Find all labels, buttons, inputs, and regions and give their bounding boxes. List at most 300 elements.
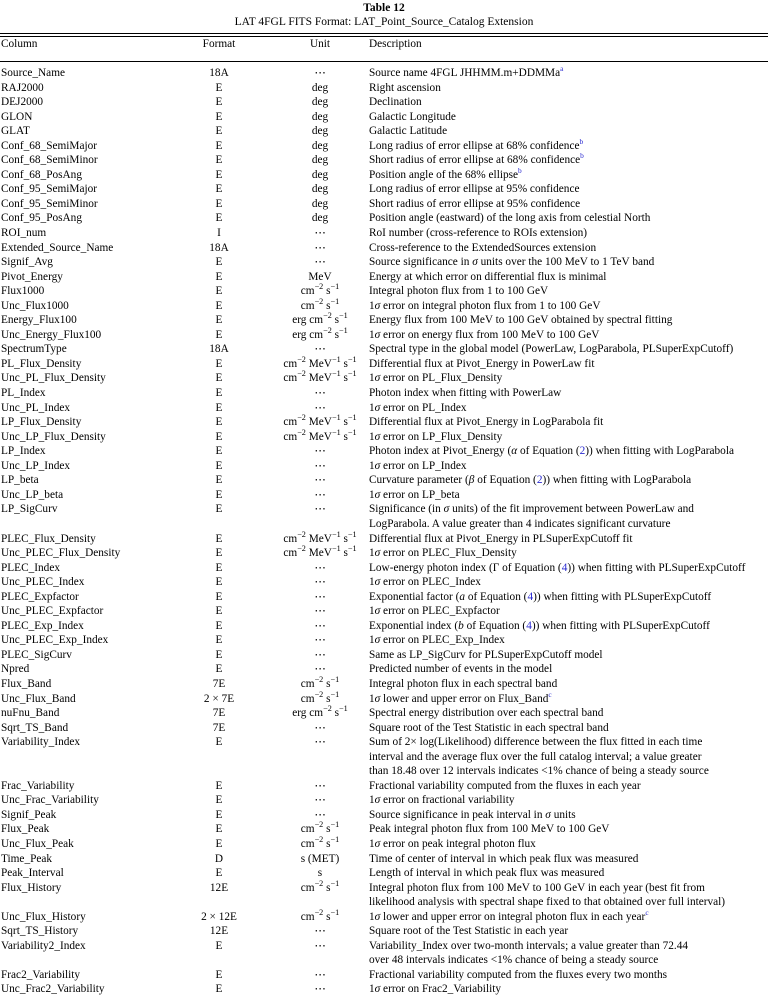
cell-format: E <box>215 430 223 443</box>
cell-column-name: PLEC_Index <box>1 561 60 574</box>
table-row <box>0 866 768 881</box>
cell-format: 2 × 12E <box>201 910 237 923</box>
cell-column-name: Variability2_Index <box>1 939 86 952</box>
cell-unit: ⋯ <box>314 794 326 807</box>
cell-description: Fractional variability computed from the fluxes every two months <box>369 968 668 981</box>
table-row <box>0 532 768 547</box>
cell-description: Peak integral photon flux from 100 MeV to 100 GeV <box>369 823 610 836</box>
cell-description: 1σ lower and upper error on Flux_Band$^c$ <box>369 689 552 705</box>
cell-column-name: Unc_Flux_History <box>1 910 86 923</box>
table-row <box>0 313 768 328</box>
cell-unit: deg <box>311 110 329 123</box>
cell-format: E <box>215 619 223 632</box>
cell-description: 1σ error on LP_Index <box>369 459 467 472</box>
cell-unit: $cm^{-2}$ MeV$^{-1}$ $s^{-1}$ <box>283 544 357 560</box>
cell-column-name: Unc_PLEC_Exp_Index <box>1 634 109 647</box>
cell-column-name: Unc_Flux1000 <box>1 299 69 312</box>
cell-description: Integral photon flux from 1 to 100 GeV <box>369 285 549 298</box>
cell-column-name: LP_beta <box>1 474 39 487</box>
cell-format: E <box>215 736 223 749</box>
cell-column-name: LP_SigCurv <box>1 503 58 516</box>
cell-column-name: Conf_95_SemiMajor <box>1 183 98 196</box>
cell-format: E <box>215 299 223 312</box>
table-row <box>0 139 768 154</box>
cell-column-name: Unc_Frac2_Variability <box>1 983 105 996</box>
cell-unit: deg <box>311 197 329 210</box>
cell-description: Photon index at Pivot_Energy (α of Equation (2)) when fitting with LogParabola <box>369 445 734 458</box>
cell-format: E <box>215 561 223 574</box>
cell-unit: erg $cm^{-2}$ $s^{-1}$ <box>292 704 348 720</box>
cell-description: Length of interval in which peak flux was measured <box>369 867 605 880</box>
cell-format: 18A <box>209 67 229 79</box>
cell-description: Cross-reference to the ExtendedSources extension <box>369 241 597 254</box>
cell-description: Predicted number of events in the model <box>369 663 553 676</box>
cell-unit: ⋯ <box>314 619 326 632</box>
cell-column-name: Conf_68_SemiMinor <box>1 154 98 167</box>
cell-description: Declination <box>369 96 422 109</box>
cell-description: Short radius of error ellipse at 95% confidence <box>369 197 581 210</box>
table-row <box>0 590 768 605</box>
cell-unit: ⋯ <box>314 983 326 996</box>
table-row <box>0 62 768 81</box>
cell-column-name: Source_Name <box>1 67 65 79</box>
cell-unit: $cm^{-2}$ MeV$^{-1}$ $s^{-1}$ <box>283 413 357 429</box>
cell-unit: s <box>317 867 323 880</box>
cell-unit: ⋯ <box>314 67 326 79</box>
cell-unit: deg <box>311 183 329 196</box>
cell-unit: deg <box>311 212 329 225</box>
cell-unit: $cm^{-2}$ $s^{-1}$ <box>300 675 340 690</box>
table-row <box>0 561 768 576</box>
table-row <box>0 473 768 488</box>
header-column: Column <box>1 38 38 50</box>
table-row <box>0 444 768 459</box>
cell-description: Low-energy photon index (Γ of Equation (4)) when fitting with PLSuperExpCutoff <box>369 561 746 574</box>
table-body <box>0 62 768 997</box>
table-row <box>0 110 768 125</box>
cell-description: Photon index when fitting with PowerLaw <box>369 387 562 400</box>
cell-format: E <box>215 823 223 836</box>
cell-unit: deg <box>311 168 329 181</box>
cell-format: E <box>215 867 223 880</box>
cell-column-name: DEJ2000 <box>1 96 44 109</box>
cell-unit: ⋯ <box>314 241 326 254</box>
cell-format: E <box>215 357 223 370</box>
cell-unit: ⋯ <box>314 634 326 647</box>
cell-unit: $cm^{-2}$ $s^{-1}$ <box>300 689 340 705</box>
cell-description: Right ascension <box>369 81 441 94</box>
cell-unit: ⋯ <box>314 590 326 603</box>
cell-column-name: LP_Flux_Density <box>1 416 82 429</box>
table-row <box>0 255 768 270</box>
cell-unit: ⋯ <box>314 503 326 516</box>
cell-unit: MeV <box>308 270 332 283</box>
table-row <box>0 342 768 357</box>
table-row <box>0 837 768 852</box>
table-row <box>0 822 768 837</box>
cell-description: Variability_Index over two-month intervals; a value greater than 72.44 over 48 intervals indicates <1% chance of being a steady source <box>369 939 689 967</box>
cell-unit: $cm^{-2}$ $s^{-1}$ <box>300 820 340 836</box>
cell-format: 18A <box>209 343 229 356</box>
cell-description: Source name 4FGL JHHMM.m+DDMMa$^a$ <box>369 64 564 79</box>
cell-column-name: Unc_PLEC_Flux_Density <box>1 547 121 560</box>
cell-unit: ⋯ <box>314 721 326 734</box>
cell-description: RoI number (cross-reference to ROIs extension) <box>369 227 588 240</box>
table-row <box>0 982 768 997</box>
cell-unit: $cm^{-2}$ MeV$^{-1}$ $s^{-1}$ <box>283 369 357 385</box>
cell-description: Square root of the Test Statistic in each year <box>369 925 569 938</box>
cell-description: Sum of 2× log(Likelihood) difference between the flux fitted in each time interval and the average flux over the full catalog interval; a value greater than 18.48 over 12 intervals indicates <1% chance of being a steady source <box>369 736 709 778</box>
cell-column-name: Flux_Band <box>1 677 52 690</box>
cell-format: E <box>215 576 223 589</box>
cell-description: 1σ error on Frac2_Variability <box>369 983 502 996</box>
cell-column-name: Sqrt_TS_History <box>1 925 79 938</box>
cell-description: Integral photon flux from 100 MeV to 100 GeV in each year (best fit from likelihood analysis with spectral shape fixed to that obtained over full interval) <box>369 881 726 909</box>
cell-column-name: Extended_Source_Name <box>1 241 114 254</box>
table-row <box>0 182 768 197</box>
cell-column-name: Unc_PLEC_Index <box>1 576 85 589</box>
table-row <box>0 488 768 503</box>
cell-unit: $cm^{-2}$ $s^{-1}$ <box>300 878 340 894</box>
cell-column-name: Conf_95_SemiMinor <box>1 197 98 210</box>
cell-column-name: Conf_68_PosAng <box>1 168 82 181</box>
cell-unit: erg $cm^{-2}$ $s^{-1}$ <box>292 326 348 341</box>
cell-format: E <box>215 256 223 269</box>
header-format: Format <box>202 38 236 50</box>
cell-unit: $cm^{-2}$ $s^{-1}$ <box>300 282 340 298</box>
cell-column-name: Energy_Flux100 <box>1 314 77 327</box>
cell-format: 7E <box>212 707 226 720</box>
cell-description: 1σ error on energy flux from 100 MeV to 100 GeV <box>369 328 600 341</box>
cell-format: E <box>215 474 223 487</box>
cell-description: Energy flux from 100 MeV to 100 GeV obtained by spectral fitting <box>369 314 673 327</box>
cell-description: 1σ error on LP_Flux_Density <box>369 430 503 443</box>
table-row <box>0 604 768 619</box>
cell-unit: $cm^{-2}$ $s^{-1}$ <box>300 835 340 850</box>
cell-column-name: Unc_Frac_Variability <box>1 794 99 807</box>
table-row <box>0 706 768 721</box>
table-page <box>0 1 768 997</box>
catalog-format-table <box>0 37 768 61</box>
cell-format: E <box>215 197 223 210</box>
cell-column-name: ROI_num <box>1 227 47 240</box>
table-row <box>0 197 768 212</box>
cell-unit: deg <box>311 125 329 138</box>
cell-unit: deg <box>311 96 329 109</box>
cell-format: E <box>215 110 223 123</box>
cell-description: Significance (in σ units) of the fit improvement between PowerLaw and LogParabola. A value greater than 4 indicates significant curvature <box>369 503 694 530</box>
table-row <box>0 735 768 779</box>
cell-format: E <box>215 590 223 603</box>
table-row <box>0 241 768 256</box>
cell-format: E <box>215 532 223 545</box>
cell-unit: ⋯ <box>314 227 326 240</box>
catalog-format-table-body <box>0 62 768 997</box>
table-row <box>0 357 768 372</box>
cell-format: E <box>215 270 223 283</box>
cell-format: E <box>215 445 223 458</box>
cell-format: E <box>215 328 223 341</box>
cell-description: Source significance in peak interval in σ units <box>369 808 576 821</box>
cell-column-name: PL_Index <box>1 387 46 400</box>
table-row <box>0 226 768 241</box>
cell-column-name: Time_Peak <box>1 852 53 865</box>
cell-format: E <box>215 939 223 952</box>
cell-description: Galactic Latitude <box>369 125 448 138</box>
cell-column-name: Conf_95_PosAng <box>1 212 82 225</box>
header-unit: Unit <box>309 38 331 50</box>
cell-format: E <box>215 154 223 167</box>
cell-column-name: Signif_Avg <box>1 256 53 269</box>
cell-unit: ⋯ <box>314 808 326 821</box>
table-row <box>0 808 768 823</box>
table-row <box>0 299 768 314</box>
table-row <box>0 386 768 401</box>
cell-column-name: Conf_68_SemiMajor <box>1 139 98 152</box>
cell-description: 1σ error on integral photon flux from 1 to 100 GeV <box>369 299 601 312</box>
table-row <box>0 633 768 648</box>
cell-description: Position angle (eastward) of the long axis from celestial North <box>369 212 651 225</box>
table-row <box>0 95 768 110</box>
cell-unit: ⋯ <box>314 648 326 661</box>
cell-column-name: PLEC_Flux_Density <box>1 532 96 545</box>
table-row <box>0 328 768 343</box>
table-row <box>0 939 768 968</box>
cell-column-name: Flux1000 <box>1 285 45 298</box>
cell-description: Spectral energy distribution over each spectral band <box>369 707 604 720</box>
cell-format: E <box>215 96 223 109</box>
cell-description: Galactic Longitude <box>369 110 456 123</box>
cell-column-name: Signif_Peak <box>1 808 57 821</box>
cell-unit: ⋯ <box>314 445 326 458</box>
cell-unit: ⋯ <box>314 387 326 400</box>
cell-description: 1σ error on PLEC_Exp_Index <box>369 634 505 647</box>
cell-unit: ⋯ <box>314 605 326 618</box>
cell-format: 12E <box>209 881 229 894</box>
table-row <box>0 924 768 939</box>
cell-unit: ⋯ <box>314 736 326 749</box>
cell-format: E <box>215 648 223 661</box>
cell-unit: $cm^{-2}$ MeV$^{-1}$ $s^{-1}$ <box>283 355 357 370</box>
cell-description: 1σ error on LP_beta <box>369 488 460 501</box>
cell-format: E <box>215 139 223 152</box>
header-row <box>0 37 768 61</box>
table-label: Table 12 <box>363 2 405 14</box>
cell-format: E <box>215 183 223 196</box>
cell-column-name: Unc_PLEC_Expfactor <box>1 605 104 618</box>
cell-unit: $cm^{-2}$ MeV$^{-1}$ $s^{-1}$ <box>283 529 357 545</box>
cell-unit: ⋯ <box>314 576 326 589</box>
cell-format: E <box>215 168 223 181</box>
table-row <box>0 270 768 285</box>
cell-unit: ⋯ <box>314 561 326 574</box>
cell-description: Exponential index (b of Equation (4)) when fitting with PLSuperExpCutoff <box>369 619 710 632</box>
cell-column-name: Variability_Index <box>1 736 81 749</box>
cell-description: Position angle of the 68% ellipse$^b$ <box>369 166 522 181</box>
cell-description: Spectral type in the global model (PowerLaw, LogParabola, PLSuperExpCutoff) <box>369 343 734 356</box>
table-row <box>0 371 768 386</box>
cell-description: Source significance in σ units over the 100 MeV to 1 TeV band <box>369 256 655 269</box>
cell-column-name: nuFnu_Band <box>1 707 60 720</box>
table-row <box>0 153 768 168</box>
cell-format: E <box>215 605 223 618</box>
cell-format: E <box>215 808 223 821</box>
cell-format: E <box>215 794 223 807</box>
cell-format: D <box>214 852 224 865</box>
cell-unit: ⋯ <box>314 256 326 269</box>
cell-format: 7E <box>212 677 226 690</box>
cell-column-name: RAJ2000 <box>1 81 44 94</box>
table-row <box>0 415 768 430</box>
table-row <box>0 852 768 867</box>
table-row <box>0 692 768 707</box>
cell-format: E <box>215 983 223 996</box>
cell-column-name: GLAT <box>1 125 30 138</box>
cell-column-name: Unc_LP_Index <box>1 459 71 472</box>
cell-unit: erg $cm^{-2}$ $s^{-1}$ <box>292 311 348 327</box>
cell-format: 2 × 7E <box>203 692 235 705</box>
cell-unit: deg <box>311 154 329 167</box>
cell-column-name: PL_Flux_Density <box>1 357 82 370</box>
cell-unit: $cm^{-2}$ $s^{-1}$ <box>300 296 340 312</box>
table-caption: LAT 4FGL FITS Format: LAT_Point_Source_Catalog Extension <box>234 16 534 28</box>
table-row <box>0 648 768 663</box>
cell-unit: $cm^{-2}$ $s^{-1}$ <box>300 907 340 923</box>
cell-description: 1σ lower and upper error on integral photon flux in each year$^c$ <box>369 907 649 923</box>
cell-format: E <box>215 81 223 94</box>
cell-format: E <box>215 372 223 385</box>
cell-description: 1σ error on PL_Index <box>369 401 467 414</box>
cell-description: Exponential factor (a of Equation (4)) when fitting with PLSuperExpCutoff <box>369 590 712 603</box>
cell-format: E <box>215 125 223 138</box>
cell-format: 18A <box>209 241 229 254</box>
cell-description: Differential flux at Pivot_Energy in PLSuperExpCutoff fit <box>369 532 633 545</box>
table-row <box>0 968 768 983</box>
table-row <box>0 211 768 226</box>
table-row <box>0 124 768 139</box>
cell-unit: ⋯ <box>314 939 326 952</box>
table-row <box>0 881 768 910</box>
cell-description: Energy at which error on differential flux is minimal <box>369 270 607 283</box>
table-row <box>0 779 768 794</box>
cell-unit: ⋯ <box>314 663 326 676</box>
cell-unit: ⋯ <box>314 343 326 356</box>
table-row <box>0 284 768 299</box>
cell-unit: ⋯ <box>314 925 326 938</box>
cell-format: E <box>215 837 223 850</box>
cell-description: 1σ error on PLEC_Expfactor <box>369 605 500 618</box>
cell-column-name: LP_Index <box>1 445 46 458</box>
cell-description: Differential flux at Pivot_Energy in PowerLaw fit <box>369 357 595 370</box>
cell-format: E <box>215 416 223 429</box>
table-header <box>0 37 768 61</box>
table-row <box>0 619 768 634</box>
cell-description: 1σ error on PL_Flux_Density <box>369 372 503 385</box>
cell-format: E <box>215 401 223 414</box>
table-row <box>0 721 768 736</box>
cell-column-name: Peak_Interval <box>1 867 64 880</box>
table-row <box>0 459 768 474</box>
cell-column-name: Frac2_Variability <box>1 968 81 981</box>
table-row <box>0 662 768 677</box>
cell-format: E <box>215 547 223 560</box>
cell-format: E <box>215 387 223 400</box>
cell-format: E <box>215 314 223 327</box>
cell-column-name: PLEC_SigCurv <box>1 648 72 661</box>
cell-column-name: Unc_PL_Index <box>1 401 71 414</box>
cell-format: E <box>215 968 223 981</box>
header-description: Description <box>369 38 422 50</box>
cell-unit: ⋯ <box>314 968 326 981</box>
cell-unit: s (MET) <box>300 852 340 865</box>
cell-format: I <box>217 227 221 240</box>
cell-column-name: GLON <box>1 110 33 123</box>
cell-column-name: Unc_PL_Flux_Density <box>1 372 106 385</box>
cell-description: Integral photon flux in each spectral band <box>369 677 558 690</box>
table-row <box>0 502 768 531</box>
cell-description: 1σ error on PLEC_Flux_Density <box>369 547 517 560</box>
cell-unit: ⋯ <box>314 474 326 487</box>
cell-description: Long radius of error ellipse at 68% confidence$^b$ <box>369 136 584 152</box>
cell-unit: ⋯ <box>314 488 326 501</box>
table-row <box>0 430 768 445</box>
table-row <box>0 546 768 561</box>
cell-unit: deg <box>311 139 329 152</box>
cell-format: E <box>215 634 223 647</box>
cell-description: 1σ error on fractional variability <box>369 794 515 807</box>
cell-format: 12E <box>209 925 229 938</box>
cell-format: E <box>215 488 223 501</box>
cell-unit: deg <box>311 81 329 94</box>
cell-format: 7E <box>212 721 226 734</box>
cell-column-name: Pivot_Energy <box>1 270 63 283</box>
cell-format: E <box>215 459 223 472</box>
cell-description: Fractional variability computed from the fluxes in each year <box>369 779 641 792</box>
cell-description: Short radius of error ellipse at 68% confidence$^b$ <box>369 151 584 167</box>
cell-column-name: Unc_LP_beta <box>1 488 64 501</box>
cell-column-name: SpectrumType <box>1 343 67 356</box>
table-row <box>0 401 768 416</box>
table-row <box>0 677 768 692</box>
cell-description: 1σ error on peak integral photon flux <box>369 837 536 850</box>
cell-unit: ⋯ <box>314 779 326 792</box>
cell-description: Time of center of interval in which peak flux was measured <box>369 852 639 865</box>
cell-description: Square root of the Test Statistic in each spectral band <box>369 721 609 734</box>
cell-column-name: Npred <box>1 663 30 676</box>
cell-format: E <box>215 663 223 676</box>
cell-description: Same as LP_SigCurv for PLSuperExpCutoff model <box>369 648 603 661</box>
cell-column-name: Unc_LP_Flux_Density <box>1 430 106 443</box>
cell-unit: ⋯ <box>314 459 326 472</box>
table-row <box>0 910 768 925</box>
cell-description: Differential flux at Pivot_Energy in LogParabola fit <box>369 416 604 429</box>
cell-column-name: Sqrt_TS_Band <box>1 721 69 734</box>
cell-format: E <box>215 779 223 792</box>
cell-column-name: PLEC_Expfactor <box>1 590 79 603</box>
table-row <box>0 81 768 96</box>
cell-column-name: Flux_History <box>1 881 62 894</box>
cell-format: E <box>215 285 223 298</box>
cell-column-name: PLEC_Exp_Index <box>1 619 84 632</box>
cell-column-name: Unc_Flux_Peak <box>1 837 74 850</box>
cell-column-name: Unc_Flux_Band <box>1 692 76 705</box>
table-row <box>0 793 768 808</box>
table-row <box>0 575 768 590</box>
cell-unit: $cm^{-2}$ MeV$^{-1}$ $s^{-1}$ <box>283 427 357 443</box>
table-row <box>0 168 768 183</box>
cell-format: E <box>215 503 223 516</box>
cell-column-name: Unc_Energy_Flux100 <box>1 328 102 341</box>
